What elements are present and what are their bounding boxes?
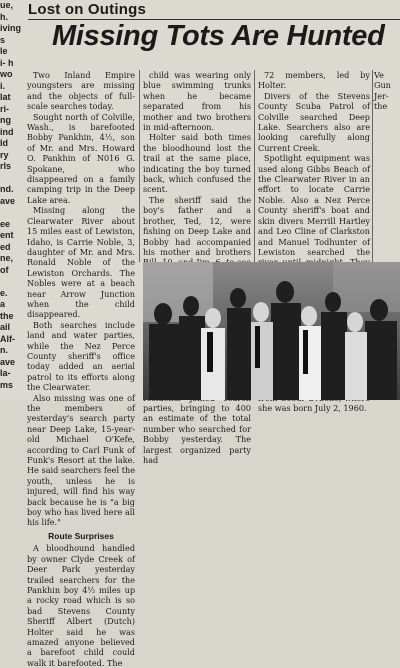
edge-fragment-line: of: [0, 264, 9, 275]
edge-fragment-line: ne,: [0, 253, 14, 263]
crowd-photo-illustration: [143, 262, 400, 400]
edge-fragment-line: iving: [0, 23, 22, 33]
edge-fragment-line: i.: [0, 80, 6, 91]
edge-fragment-line: rls: [0, 161, 12, 171]
paragraph: child was wearing only blue swimming trunks when he became separated from his mother and two brothers in mid-afternoon.: [143, 70, 251, 133]
column-rule: [139, 70, 140, 262]
paragraph: Sought north of Colville, Wash., is barefooted Bobby Pankhin, 4½, son of Mr. and Mrs. Howard O. Pankhin of N016 G. Spokane, who disappeared on a family camping trip in the Deep Lake area.: [27, 111, 135, 205]
edge-fragment-line: ng: [0, 115, 11, 125]
news-photo: [143, 262, 400, 400]
edge-fragment-line: ee: [0, 218, 11, 229]
paragraph: Spotlight equipment was used along Gibbs Beach of the Clearwater River in an effort to locate Carrie Noble. Also a Nez Perce County sheriff's boat and skin divers Merrill Hartley and Leo Cline of Clarkston and Manuel Todhunter of Lewiston searched the: [258, 153, 370, 257]
edge-fragment-line: ail: [0, 322, 11, 332]
fragment-line: Jer-: [374, 90, 389, 101]
edge-fragment-line: ind: [0, 126, 14, 137]
paragraph: The sheriff said the boy's father and a brother, Ted, 12, were fishing on Deep Lake and Bobby had accompanied his mother and brothers: [143, 194, 251, 257]
edge-fragment-line: ri-: [0, 103, 9, 114]
headline: Missing Tots Are Hunted: [52, 20, 385, 52]
edge-fragment-line: n.: [0, 345, 8, 355]
edge-fragment-line: ry: [0, 149, 9, 160]
paragraph: Two Inland Empire youngsters are missing and the objects of full-scale searches today.: [27, 70, 135, 112]
paragraph: parties, bringing to 400 an estimate of the total number who searched for Bobby yesterday. The largest organized party had: [143, 403, 251, 466]
subheading: Route Surprises: [48, 530, 114, 541]
edge-fragment-line: le: [0, 46, 8, 56]
edge-fragment-line: h.: [0, 11, 8, 22]
paragraph: Holter said both times the bloodhound lost the trail at the same place, indicating the boy turned back, which confused the scent.: [143, 132, 251, 195]
edge-fragment-line: ent: [0, 230, 14, 240]
paragraph: she was born July 2, 1960.: [258, 403, 367, 413]
edge-fragment-line: nd.: [0, 184, 14, 194]
paragraph: Also missing was one of the members of yesterday's search party near Deep Lake, 15-year-old Michael O'Kefe, according to Carl Funk of Funk's Resort at the lake. He said searchers feel the youth, unless he is injured, will find his way back because he is "a big boy who has lived here all his life.": [27, 392, 135, 528]
article-column-1: [27, 70, 135, 668]
column-rule: [372, 70, 373, 262]
fragment-line: Gun: [374, 80, 391, 91]
paragraph: 72 members, led by Holter.: [258, 70, 370, 91]
previous-column-fragment: [0, 0, 24, 400]
edge-fragment-line: lat: [0, 92, 11, 102]
edge-fragment-line: i- h: [0, 57, 14, 68]
edge-fragment-line: wo: [0, 69, 13, 79]
paragraph: Both searches include land and water parties, while the Nez Perce County sheriff's office today added an aerial patrol to its efforts along the Clearwater.: [27, 319, 135, 393]
fragment-line: Ve: [374, 70, 384, 80]
column-rule: [254, 70, 255, 262]
edge-fragment-line: Alf-: [0, 333, 15, 344]
edge-fragment-line: ed: [0, 241, 11, 252]
edge-fragment-line: [0, 276, 24, 288]
edge-fragment-line: ue,: [0, 0, 14, 10]
edge-fragment-line: ld: [0, 138, 8, 148]
edge-fragment-line: ms: [0, 379, 14, 390]
kicker-heading: Lost on Outings: [28, 1, 146, 18]
edge-fragment-line: s: [0, 34, 6, 45]
edge-fragment-line: [0, 173, 24, 185]
edge-fragment-line: e.: [0, 287, 8, 298]
edge-fragment-line: ave: [0, 195, 16, 206]
edge-fragment-line: the: [0, 310, 14, 321]
fragment-line: the: [374, 101, 388, 112]
edge-fragment-line: [0, 207, 24, 219]
paragraph: A bloodhound handled by owner Clyde Creek of Deer Park yesterday trailed searchers for the Pankhin boy 4½ miles up a rocky road which is so bad Stevens County Sheriff Albert (Dutch) Holter said he was amazed anyone believed a barefoot child could walk it barefooted. The: [27, 543, 135, 668]
edge-fragment-line: ave: [0, 356, 16, 367]
paragraph: Missing along the Clearwater River about 15 miles east of Lewiston, Idaho, is Carrie Noble, 3, daughter of Mr. and Mrs. Ronald Noble of the Lewiston Orchards. The Nobles were at a beach near Arrow Junction when the child disappeared.: [27, 205, 135, 320]
paragraph: Divers of the Stevens County Scuba Patrol of Colville searched Deep Lake. Searchers also are looking carefully along Current Creek.: [258, 90, 370, 153]
edge-fragment-line: la-: [0, 368, 11, 378]
next-column-fragment: [374, 70, 400, 115]
edge-fragment-line: a: [0, 299, 6, 309]
